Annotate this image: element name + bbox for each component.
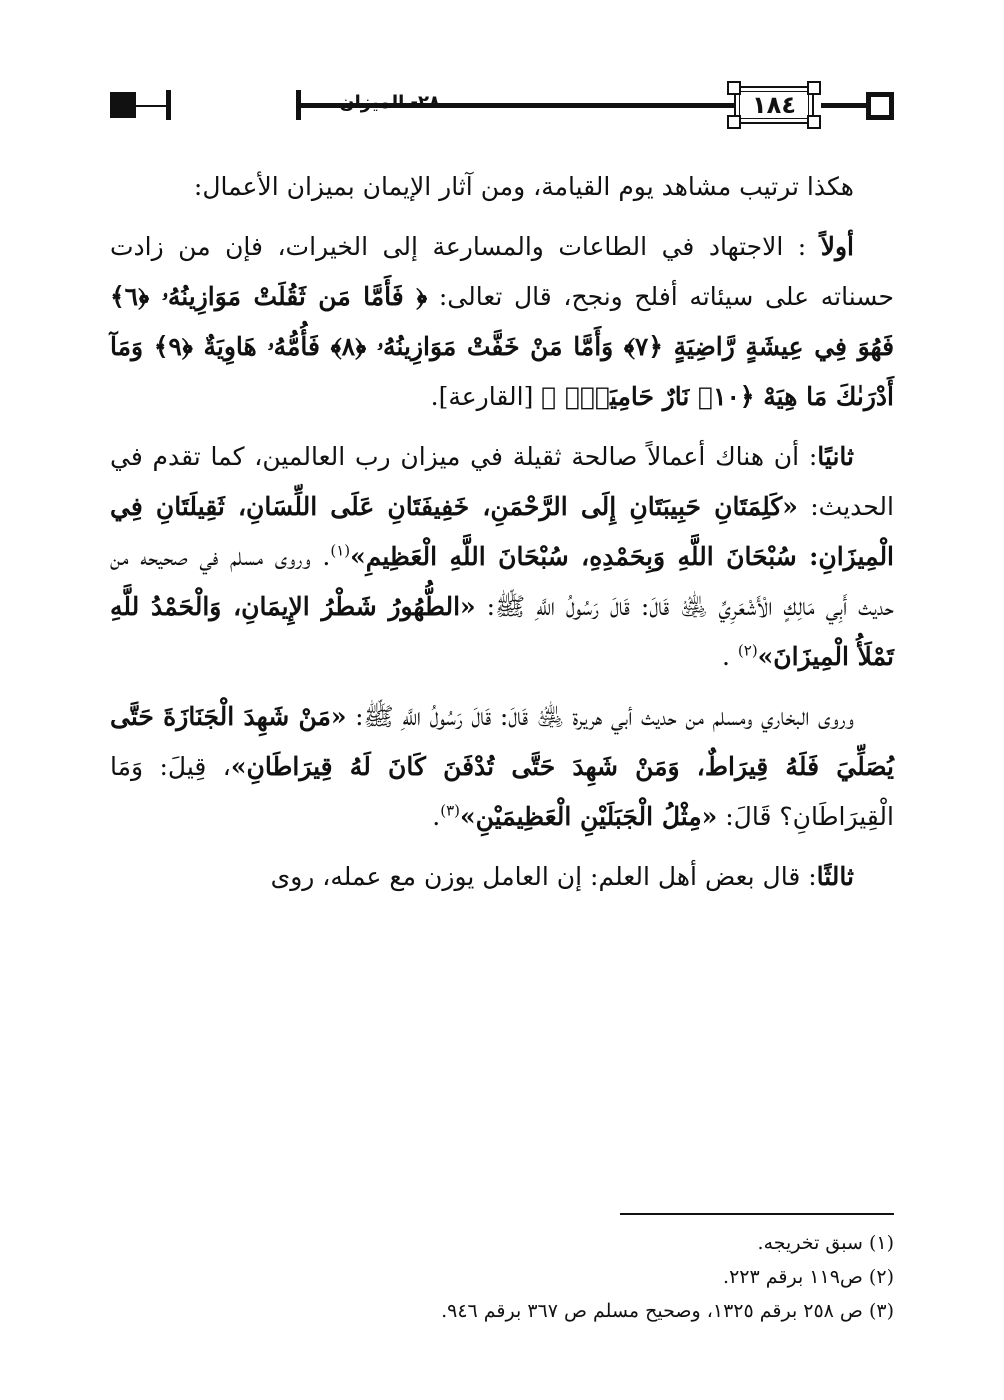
paragraph-text: وروى البخاري ومسلم من حديث أبي هريرة ﵁ قَالَ: قَالَ رَسُولُ اللَّهِ ﷺ: — [346, 702, 854, 731]
paragraph-intro: هكذا ترتيب مشاهد يوم القيامة، ومن آثار الإيمان بميزان الأعمال: — [193, 172, 854, 201]
point-label: ثانيًا — [817, 442, 854, 471]
footnote-ref[interactable]: (١) — [330, 541, 351, 560]
verse-source: [القارعة]. — [430, 382, 542, 411]
footnote: (٢) ص١١٩ برقم ٢٢٣. — [723, 1266, 894, 1288]
point-label: ثالثًا — [816, 862, 854, 891]
header-ornament-right — [866, 92, 894, 120]
header-ornament-left — [110, 92, 136, 118]
paragraph-text: : الاجتهاد في الطاعات والمسارعة إلى الخيرات، فإن من زادت حسناته على سيئاته أفلح ونجح، قال تعالى: — [110, 232, 894, 311]
paragraph-hadith — [110, 692, 894, 842]
paragraph-text: : قال بعض أهل العلم: إن العامل يوزن مع عمله، روى — [270, 862, 817, 891]
paragraph-first — [110, 222, 894, 422]
footnote-ref[interactable]: (٣) — [440, 801, 460, 820]
paragraph-text: : أن هناك أعمالاً صالحة ثقيلة في ميزان رب العالمين، كما تقدم في الحديث: — [110, 442, 894, 521]
paragraph-text: . وروى مسلم في صحيحه من حديث أَبِي مَالِكٍ الْأَشْعَرِيِّ ﵁ قَالَ: قَالَ رَسُولُ اللَّهِ ﷺ: — [110, 542, 894, 621]
page-number: ١٨٤ — [752, 91, 796, 119]
frame-corner-ornament — [807, 115, 821, 129]
quran-verse: ﴿ فَأَمَّا مَن ثَقُلَتْ مَوَازِينُهُۥ ﴿٦﴾ فَهُوَ فِي عِيشَةٍ رَّاضِيَةٍ ﴿٧﴾ وَأَمَّا مَنْ خَفَّتْ مَوَازِينُهُۥ ﴿٨﴾ فَأُمُّهُۥ هَاوِيَةٌ ﴿٩﴾ وَمَآ أَدْرَىٰكَ مَا هِيَهْ ﴿١٠﴾ نَارٌ حَامِيَةٌۢ ﴾ — [110, 282, 895, 411]
paragraph-third — [110, 852, 894, 902]
hadith-quote: «مِثْلُ الْجَبَلَيْنِ الْعَظِيمَيْنِ» — [459, 802, 718, 831]
hadith-quote: «الطُّهُورُ شَطْرُ الإِيمَانِ، وَالْحَمْدُ للَّهِ تَمْلَأُ الْمِيزَانَ» — [110, 592, 894, 671]
frame-corner-ornament — [727, 115, 741, 129]
frame-corner-ornament — [727, 81, 741, 95]
footnotes — [110, 1226, 894, 1328]
header-rule — [301, 103, 734, 108]
header-rule — [136, 105, 166, 107]
hadith-quote: «مَنْ شَهِدَ الْجَنَازَةَ حَتَّى يُصَلِّيَ فَلَهُ قِيرَاطٌ، وَمَنْ شَهِدَ حَتَّى تُدْفَنَ كَانَ لَهُ قِيرَاطَانِ» — [110, 702, 894, 781]
paragraph-second — [110, 432, 894, 682]
frame-corner-ornament — [807, 81, 821, 95]
footnote: (٣) ص ٢٥٨ برقم ١٣٢٥، وصحيح مسلم ص ٣٦٧ برقم ٩٤٦. — [441, 1300, 894, 1322]
paragraph-text: . — [721, 642, 738, 671]
footnote-ref[interactable]: (٢) — [737, 641, 758, 660]
point-label: أولاً — [820, 232, 854, 261]
header-bar — [166, 90, 171, 120]
page-number-frame — [734, 86, 814, 124]
footnote: (١) سبق تخريجه. — [757, 1232, 894, 1254]
hadith-quote: «كَلِمَتَانِ حَبِيبَتَانِ إِلَى الرَّحْمَنِ، خَفِيفَتَانِ عَلَى اللِّسَانِ، ثَقِيلَتَانِ فِي الْمِيزَانِ: سُبْحَانَ اللَّهِ وَبِحَمْدِهِ، سُبْحَانَ اللَّهِ الْعَظِيمِ» — [110, 492, 895, 571]
header-rule — [821, 103, 866, 108]
main-text — [110, 162, 894, 912]
page-header — [110, 86, 894, 126]
paragraph-text: ، قِيلَ: وَمَا الْقِيرَاطَانِ؟ قَالَ: — [110, 752, 894, 831]
paragraph-text: . — [432, 802, 441, 831]
footnote-separator — [620, 1213, 894, 1215]
